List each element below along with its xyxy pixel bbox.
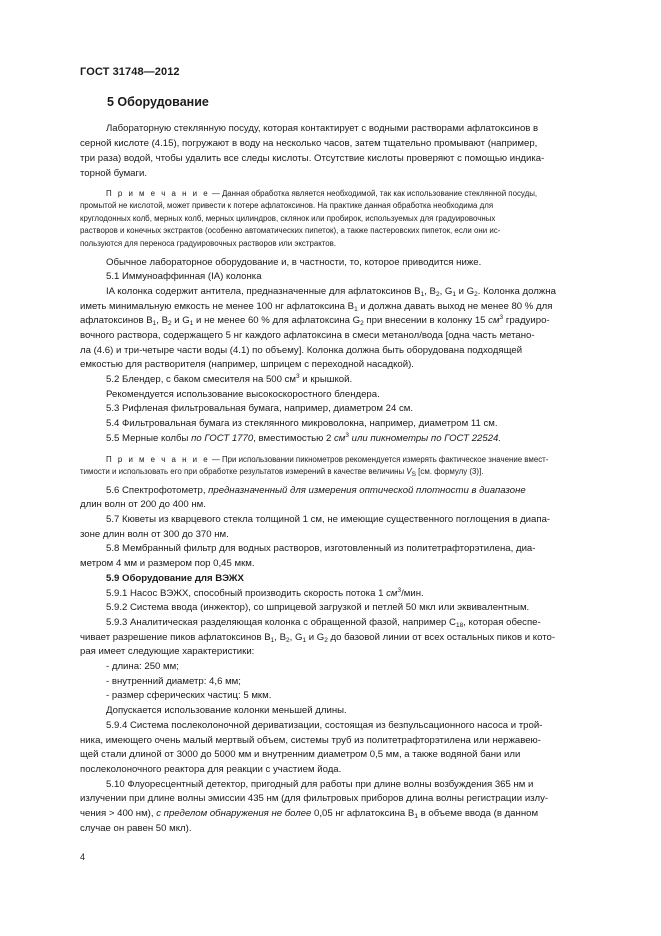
paragraph-line: длин волн от 200 до 400 нм. bbox=[80, 499, 206, 510]
subsection-heading: 5.3 Рифленая фильтровальная бумага, например, диаметром 24 см. bbox=[106, 403, 414, 414]
paragraph-line: чения > 400 нм), с пределом обнаружения не более 0,05 нг афлатоксина $B_1$ в объеме ввода (в данном bbox=[80, 808, 539, 820]
paragraph-line: иметь минимальную емкость не менее 100 нг афлатоксина $B_1$ и должна давать выход не менее 80 % для bbox=[80, 301, 553, 313]
paragraph-line: чивает разрешение пиков афлатоксинов $B_1$, $B_2$, $G_1$ и $G_2$ до базовой линии от всех остальных пиков и кото- bbox=[80, 632, 556, 644]
note-line: П р и м е ч а н и е — Данная обработка является необходимой, так как использование стеклянной посуды, bbox=[106, 189, 538, 198]
note-prefix: П р и м е ч а н и е bbox=[106, 455, 210, 464]
paragraph-line: излучении при длине волны эмиссии 435 нм (для фильтровых приборов длина волны регистрации излу- bbox=[80, 793, 549, 804]
paragraph-line: емкостью для растворителя (например, шприцем с переходной насадкой). bbox=[80, 359, 414, 370]
subsection-heading-bold: 5.9 Оборудование для ВЭЖХ bbox=[106, 573, 244, 584]
paragraph-line: вочного раствора, содержащего 5 нг каждого афлатоксина в смеси метанол/вода [одна часть метано- bbox=[80, 330, 535, 341]
paragraph-line: случае он равен 50 мкл). bbox=[80, 823, 192, 834]
paragraph-line: Обычное лабораторное оборудование и, в частности, то, которое приводится ниже. bbox=[106, 257, 482, 268]
note-prefix: П р и м е ч а н и е bbox=[106, 189, 210, 198]
subsection-heading: 5.9.4 Система послеколоночной дериватизации, состоящая из безпульсационного насоса и трой- bbox=[106, 720, 543, 731]
paragraph-line: Рекомендуется использование высокоскоростного блендера. bbox=[106, 389, 380, 400]
document-header: ГОСТ 31748—2012 bbox=[80, 66, 180, 78]
paragraph-line: Допускается использование колонки меньшей длины. bbox=[106, 705, 347, 716]
paragraph-line: щей стали длиной от 3000 до 5000 мм и внутренним диаметром 0,5 мм, а также водяной бани или bbox=[80, 749, 521, 760]
note-line: растворов и конечных экстрактов (особенно автоматических пипеток), а также пастеровских пипеток, если они ис- bbox=[80, 226, 501, 235]
paragraph-line: ника, имеющего очень малый мертвый объем, системы труб из политетрафторэтилена или нержавею- bbox=[80, 735, 541, 746]
paragraph-line: ла (4.6) и три-четыре части воды (4.1) по объему]. Колонка должна быть оборудована подходящей bbox=[80, 345, 523, 356]
paragraph-line: Лабораторную стеклянную посуду, которая контактирует с водными растворами афлатоксинов в bbox=[106, 123, 539, 134]
paragraph-line: IA колонка содержит антитела, предназначенные для афлатоксинов $B_1$, $B_2$, $G_1$ и $G_2$. Колонка должна bbox=[106, 286, 556, 298]
subsection-heading: 5.1 Иммуноаффинная (IA) колонка bbox=[106, 271, 262, 282]
subsection-heading: 5.4 Фильтровальная бумага из стеклянного микроволокна, например, диаметром 11 см. bbox=[106, 418, 498, 429]
subsection-heading: 5.7 Кюветы из кварцевого стекла толщиной 1 см, не имеющие существенного поглощения в диапа- bbox=[106, 514, 551, 525]
note-line: тимости и использовать его при обработке результатов измерений в качестве величины $V_S$ [см. формулу (3)]. bbox=[80, 467, 484, 478]
list-item: - размер сферических частиц: 5 мкм. bbox=[106, 690, 272, 701]
paragraph-line: метром 4 мм и размером пор 0,45 мкм. bbox=[80, 558, 255, 569]
note-line: круглодонных колб, мерных колб, мерных цилиндров, склянок или пробирок, используемых для градуировочных bbox=[80, 214, 496, 223]
subsection-heading: 5.6 Спектрофотометр, предназначенный для измерения оптической плотности в диапазоне bbox=[106, 485, 526, 496]
subsection-heading: 5.2 Блендер, с баком смесителя на 500 $см^3$ и крышкой. bbox=[106, 373, 353, 385]
note-line: П р и м е ч а н и е — При использовании пикнометров рекомендуется измерять фактическое значение вмест- bbox=[106, 455, 549, 464]
subsection-heading: 5.10 Флуоресцентный детектор, пригодный для работы при длине волны возбуждения 365 нм и bbox=[106, 779, 534, 790]
subsection-heading: 5.8 Мембранный фильтр для водных растворов, изготовленный из политетрафторэтилена, диа- bbox=[106, 543, 536, 554]
paragraph-line: афлатоксинов $B_1$, $B_2$ и $G_1$ и не менее 60 % для афлатоксина $G_2$ при внесении в колонку 15 $см^3$ градуиро- bbox=[80, 314, 550, 327]
paragraph-line: три раза) водой, чтобы удалить все следы кислоты. Отсутствие кислоты проверяют с помощью индика- bbox=[80, 153, 545, 164]
section-title: 5 Оборудование bbox=[107, 95, 209, 109]
subsection-heading: 5.9.1 Насос ВЭЖХ, способный производить скорость потока 1 $см^3$/мин. bbox=[106, 587, 424, 599]
list-item: - длина: 250 мм; bbox=[106, 661, 179, 672]
page-number: 4 bbox=[80, 852, 86, 862]
subsection-heading: 5.9.3 Аналитическая разделяющая колонка с обращенной фазой, например $C_{18}$, которая обеспе- bbox=[106, 617, 541, 629]
paragraph-line: рая имеет следующие характеристики: bbox=[80, 646, 255, 657]
note-line: промытой не кислотой, может привести к потере афлатоксинов. На практике данная обработка необходима для bbox=[80, 201, 494, 210]
subsection-heading: 5.5 Мерные колбы по ГОСТ 1770, вместимостью 2 $см^3$ или пикнометры по ГОСТ 22524. bbox=[106, 432, 502, 444]
note-line: пользуются для переноса градуировочных растворов или экстрактов. bbox=[80, 239, 337, 248]
paragraph-line: серной кислоте (4.15), погружают в воду на несколько часов, затем тщательно промывают (например, bbox=[80, 138, 538, 149]
paragraph-line: торной бумаги. bbox=[80, 168, 148, 179]
subsection-heading: 5.9.2 Система ввода (инжектор), со шприцевой загрузкой и петлей 50 мкл или эквивалентным. bbox=[106, 602, 530, 613]
paragraph-line: послеколоночного реактора для реакции с участием йода. bbox=[80, 764, 342, 775]
list-item: - внутренний диаметр: 4,6 мм; bbox=[106, 676, 241, 687]
paragraph-line: зоне длин волн от 300 до 370 нм. bbox=[80, 529, 229, 540]
